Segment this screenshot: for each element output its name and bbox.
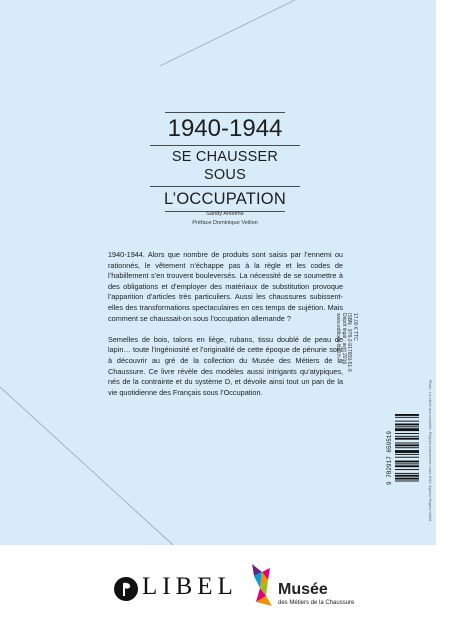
barcode-bar (395, 478, 419, 480)
barcode-bar (395, 473, 419, 474)
barcode-number: 9 782917 659519 (386, 431, 393, 486)
barcode-bar (395, 457, 419, 458)
barcode-bar (395, 454, 419, 455)
barcode-bar (395, 424, 419, 426)
publication-info (333, 313, 357, 405)
barcode-bar (395, 481, 419, 482)
isbn: ISBN : 978-2-917659-51-9 (346, 313, 353, 372)
diagonal-line-bottom (0, 387, 173, 545)
blurb-paragraph-1: 1940-1944. Alors que nombre de produits sont saisis par l’ennemi ou rationnés, le vêtement n’échappe pas à la règle et les codes de l’habillement s’en trouvent bouleversés. La nécessité de se soumettre à des obligations et d’employer des matériaux de substitution provoque l’apparition d’articles très particuliers. Aussi les chaussures subissent-elles des transformations spectaculaires en ces temps de sujétion. Mais comment se chaussait-on sous l’occupation allemande ? (108, 250, 343, 323)
barcode-bar (395, 438, 419, 440)
title-years: 1940-1944 (167, 115, 283, 142)
legal-deposit: Dépôt légal : avril 2016 (341, 313, 347, 365)
title-line-1: SE CHAUSSER SOUS (171, 149, 279, 183)
preface-credit: Préface Dominique Veillon (192, 219, 258, 226)
barcode-bar (395, 475, 419, 477)
museum-name: Musée (278, 581, 328, 598)
author-name: Sandy Antelme (206, 211, 244, 217)
title-block (150, 112, 300, 212)
museum-logo-icon (248, 562, 276, 610)
barcode-bar (395, 461, 419, 463)
libel-logo-icon (114, 577, 138, 601)
barcode-bar (395, 433, 419, 434)
barcode-bar (395, 469, 419, 470)
barcode-bar (395, 417, 419, 418)
barcode-bar (395, 421, 419, 422)
credits (150, 210, 300, 227)
barcode-bar (395, 436, 419, 437)
blurb (108, 250, 343, 409)
diagonal-line-top (160, 0, 295, 66)
barcode (394, 412, 420, 504)
barcode-bar (395, 428, 419, 431)
barcode-bar (395, 414, 419, 416)
barcode-bar (395, 463, 419, 464)
photo-credit: Photo : La vitrine aux curiosités. Régions parisiennes, mars 1942. Agence Rogers-Viollet (428, 380, 432, 521)
blurb-paragraph-2: Semelles de bois, talons en liège, rubans, tissu doublé de peau de lapin… toute l’ingéniosité et l’originalité de cette époque de pénurie sont à découvrir au gré de la collection du Musée des Métiers de la Chaussure. Ce livre révèle des modèles aussi intrigants qu’atypiques, nés de la contrainte et du système D, et dévoile ainsi tout un pan de la vie quotidienne des Français sous l’Occupation. (108, 334, 343, 397)
barcode-bar (395, 465, 419, 467)
museum-subtitle: des Métiers de la Chaussure (278, 600, 355, 606)
barcode-bar (395, 447, 419, 448)
barcode-bar (395, 426, 419, 427)
website: www.editions-libel.fr (335, 313, 342, 358)
barcode-bar (395, 450, 419, 453)
price: 17,00 € TTC (352, 313, 358, 341)
title-line-2: L’OCCUPATION (164, 190, 286, 208)
publisher-name: LIBEL (142, 573, 238, 600)
barcode-bar (395, 444, 419, 446)
barcode-bar (395, 443, 419, 444)
